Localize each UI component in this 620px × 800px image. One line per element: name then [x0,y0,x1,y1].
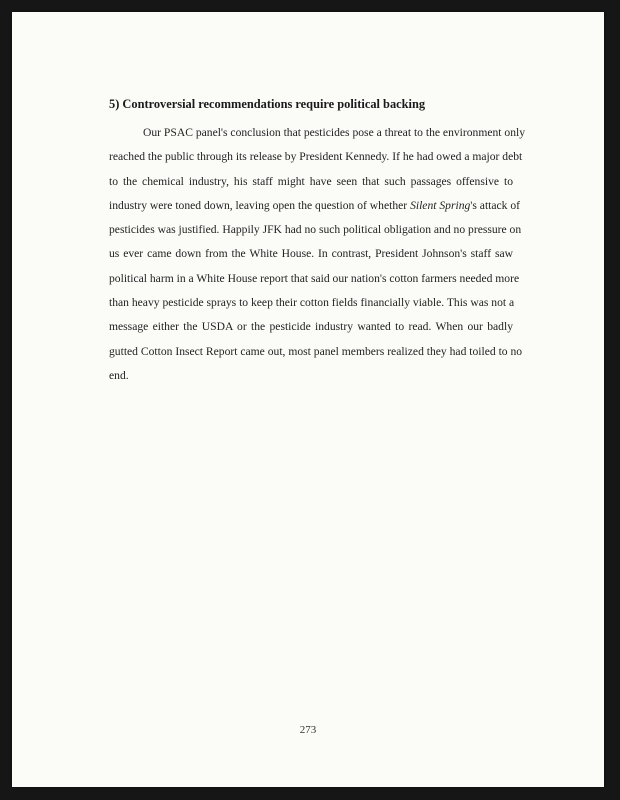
line-text: industry were toned down, leaving open the question of whether [109,198,408,212]
document-page [12,12,604,787]
paragraph-line: gutted Cotton Insect Report came out, most panel members realized they had toiled to no [109,344,523,358]
paragraph-line: end. [109,368,129,382]
paragraph-line: to the chemical industry, his staff might have seen that such passages offensive to [109,174,513,188]
paragraph-line: reached the public through its release by President Kennedy. If he had owed a major debt [109,150,523,164]
paragraph-line: pesticides was justified. Happily JFK had no such political obligation and no pressure on [109,223,522,237]
section-heading: 5) Controversial recommendations require political backing [109,97,426,111]
paragraph-line: political harm in a White House report that said our nation's cotton farmers needed more [109,271,520,285]
paragraph-line [109,194,521,218]
body-paragraph [109,121,526,388]
book-title-italic: Silent Spring [410,198,471,212]
page-number: 273 [299,724,317,736]
paragraph-line: Our PSAC panel's conclusion that pesticides pose a threat to the environment only [143,126,526,139]
line-text-tail: 's attack of [470,198,521,212]
paragraph-line: than heavy pesticide sprays to keep their cotton fields financially viable. This was not a [109,296,515,310]
paragraph-line: us ever came down from the White House. In contrast, President Johnson's staff saw [109,247,513,261]
paragraph-line: message either the USDA or the pesticide industry wanted to read. When our badly [109,320,513,334]
